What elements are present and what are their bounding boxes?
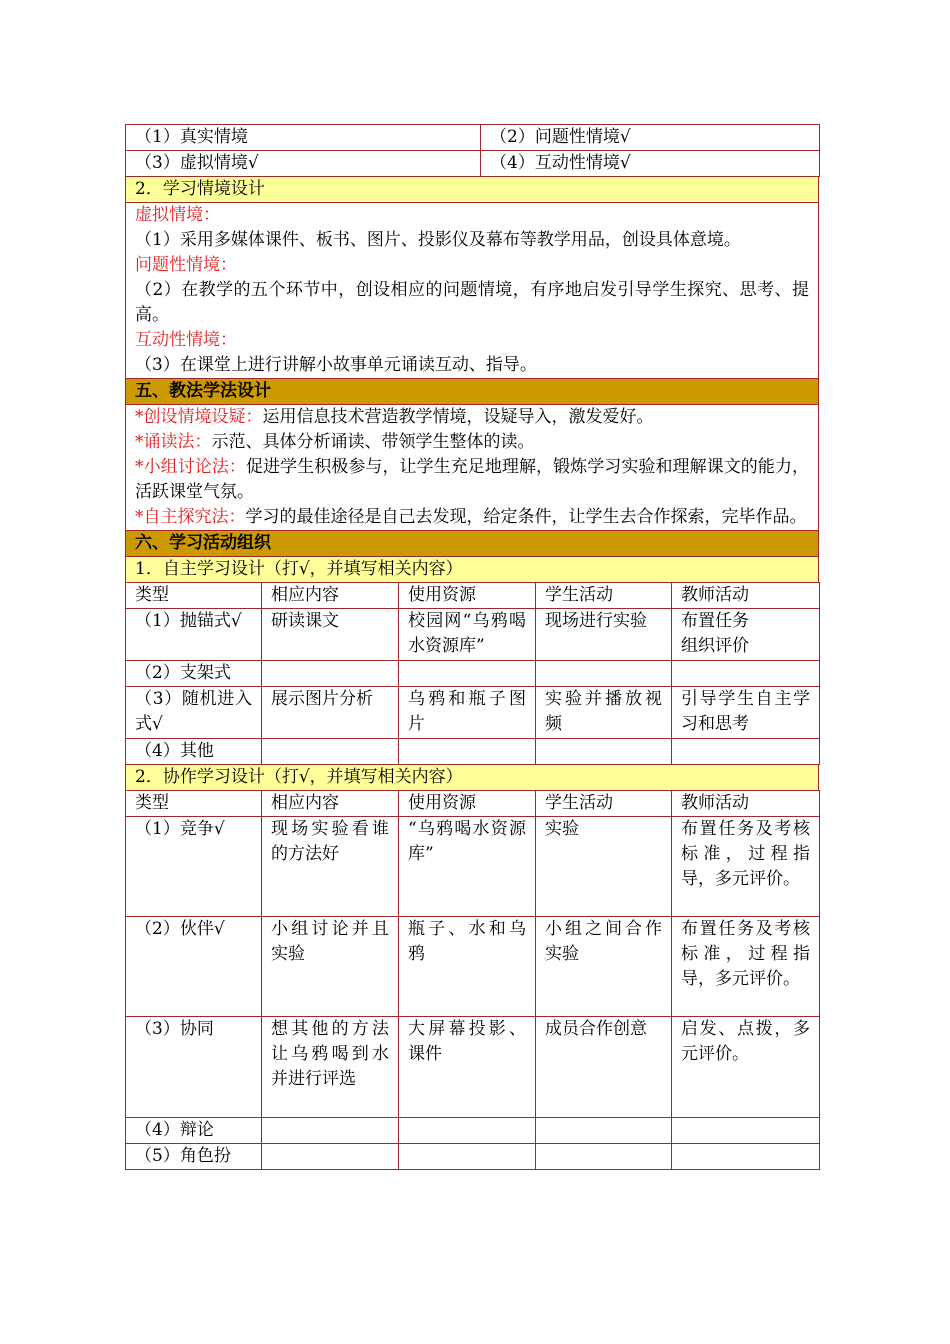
column-header: 教师活动 xyxy=(672,791,820,817)
column-header: 学生活动 xyxy=(536,583,672,609)
cell-student: 实验 xyxy=(536,817,672,917)
method-label: 诵读法： xyxy=(143,432,212,452)
table-row xyxy=(126,687,820,739)
cell-type: （5）角色扮 xyxy=(126,1144,262,1170)
column-header: 类型 xyxy=(126,791,262,817)
method-label: 小组讨论法： xyxy=(143,457,246,477)
collab-header-table xyxy=(125,764,819,791)
table-row xyxy=(126,1118,820,1144)
cell-type: （4）其他 xyxy=(126,739,262,765)
method-label: 自主探究法： xyxy=(143,507,246,527)
cell-teacher xyxy=(672,739,820,765)
self-learning-header: 1．自主学习设计（打√，并填写相关内容） xyxy=(126,557,819,583)
column-header: 使用资源 xyxy=(399,583,536,609)
lesson-plan-document xyxy=(125,124,819,1170)
method-item: *创设情境设疑：运用信息技术营造教学情境，设疑导入，激发爱好。 xyxy=(135,407,654,427)
method-text: 运用信息技术营造教学情境，设疑导入，激发爱好。 xyxy=(262,407,654,427)
cell-student xyxy=(536,739,672,765)
cell-resource: 大屏幕投影、课件 xyxy=(399,1017,536,1118)
cell-type: （2）支架式 xyxy=(126,661,262,687)
cell-resource xyxy=(399,739,536,765)
interactive-text: （3）在课堂上进行讲解小故事单元诵读互动、指导。 xyxy=(135,355,537,375)
table-row xyxy=(126,609,820,661)
method-label: 创设情境设疑： xyxy=(143,407,263,427)
method-item: *诵读法：示范、具体分析诵读、带领学生整体的读。 xyxy=(135,432,535,452)
cell-teacher: 引导学生自主学习和思考 xyxy=(672,687,820,739)
column-header: 教师活动 xyxy=(672,583,820,609)
cell-resource: “乌鸦喝水资源库” xyxy=(399,817,536,917)
cell-teacher: 布置任务及考核标准，过程指导，多元评价。 xyxy=(672,817,820,917)
method-item: *小组讨论法：促进学生积极参与，让学生充足地理解，锻炼学习实验和理解课文的能力，活跃课堂气氛。 xyxy=(135,457,810,502)
method-text: 学习的最佳途径是自己去发现，给定条件，让学生去合作探索，完毕作品。 xyxy=(245,507,807,527)
cell-resource: 瓶子、水和乌鸦 xyxy=(399,917,536,1017)
table-row xyxy=(126,917,820,1017)
cell-resource xyxy=(399,1144,536,1170)
cell-resource xyxy=(399,1118,536,1144)
cell-teacher xyxy=(672,1144,820,1170)
cell-resource xyxy=(399,661,536,687)
situation-real: （1）真实情境 xyxy=(126,125,481,151)
problem-text: （2）在教学的五个环节中，创设相应的问题情境，有序地启发引导学生探究、思考、提高。 xyxy=(135,280,809,325)
problem-title: 问题性情境： xyxy=(135,255,237,275)
cell-student: 现场进行实验 xyxy=(536,609,672,661)
method-item: *自主探究法：学习的最佳途径是自己去发现，给定条件，让学生去合作探索，完毕作品。 xyxy=(135,507,807,527)
methods-body xyxy=(126,405,819,531)
cell-student: 实验并播放视频 xyxy=(536,687,672,739)
situation-choice-table xyxy=(125,124,820,177)
cell-student xyxy=(536,661,672,687)
cell-resource: 校园网“乌鸦喝水资源库” xyxy=(399,609,536,661)
cell-student: 小组之间合作实验 xyxy=(536,917,672,1017)
cell-type: （3）随机进入式√ xyxy=(126,687,262,739)
column-header: 相应内容 xyxy=(262,791,399,817)
activities-header: 六、学习活动组织 xyxy=(126,531,819,557)
situation-design-body xyxy=(126,203,819,379)
cell-content: 研读课文 xyxy=(262,609,399,661)
cell-content xyxy=(262,661,399,687)
cell-type: （4）辩论 xyxy=(126,1118,262,1144)
cell-teacher: 启发、点拨，多元评价。 xyxy=(672,1017,820,1118)
column-header: 使用资源 xyxy=(399,791,536,817)
cell-content: 现场实验看谁的方法好 xyxy=(262,817,399,917)
cell-resource: 乌鸦和瓶子图片 xyxy=(399,687,536,739)
cell-content: 展示图片分析 xyxy=(262,687,399,739)
cell-content xyxy=(262,739,399,765)
column-header: 学生活动 xyxy=(536,791,672,817)
cell-type: （3）协同 xyxy=(126,1017,262,1118)
table-row xyxy=(126,1144,820,1170)
cell-student xyxy=(536,1118,672,1144)
cell-teacher xyxy=(672,1118,820,1144)
cell-type: （1）抛锚式√ xyxy=(126,609,262,661)
table-row xyxy=(126,739,820,765)
methods-header: 五、教法学法设计 xyxy=(126,379,819,405)
situation-design-header: 2．学习情境设计 xyxy=(126,177,819,203)
cell-type: （2）伙伴√ xyxy=(126,917,262,1017)
situation-problem: （2）问题性情境√ xyxy=(481,125,820,151)
cell-teacher: 布置任务及考核标准，过程指导，多元评价。 xyxy=(672,917,820,1017)
virtual-title: 虚拟情境： xyxy=(135,205,220,225)
method-text: 促进学生积极参与，让学生充足地理解，锻炼学习实验和理解课文的能力，活跃课堂气氛。 xyxy=(135,457,810,502)
collab-learning-header: 2．协作学习设计（打√，并填写相关内容） xyxy=(126,765,819,791)
cell-content xyxy=(262,1144,399,1170)
collab-learning-table xyxy=(125,790,820,1170)
cell-content: 想其他的方法让乌鸦喝到水并进行评选 xyxy=(262,1017,399,1118)
cell-teacher xyxy=(672,661,820,687)
table-row xyxy=(126,817,820,917)
situation-virtual: （3）虚拟情境√ xyxy=(126,151,481,177)
virtual-text: （1）采用多媒体课件、板书、图片、投影仪及幕布等教学用品，创设具体意境。 xyxy=(135,230,741,250)
design-table xyxy=(125,176,819,583)
method-text: 示范、具体分析诵读、带领学生整体的读。 xyxy=(211,432,535,452)
self-learning-table xyxy=(125,582,820,765)
cell-teacher: 布置任务 组织评价 xyxy=(672,609,820,661)
situation-interactive: （4）互动性情境√ xyxy=(481,151,820,177)
cell-student: 成员合作创意 xyxy=(536,1017,672,1118)
cell-content xyxy=(262,1118,399,1144)
cell-content: 小组讨论并且实验 xyxy=(262,917,399,1017)
table-row xyxy=(126,1017,820,1118)
cell-student xyxy=(536,1144,672,1170)
column-header: 类型 xyxy=(126,583,262,609)
table-row xyxy=(126,661,820,687)
cell-type: （1）竞争√ xyxy=(126,817,262,917)
interactive-title: 互动性情境： xyxy=(135,330,237,350)
column-header: 相应内容 xyxy=(262,583,399,609)
